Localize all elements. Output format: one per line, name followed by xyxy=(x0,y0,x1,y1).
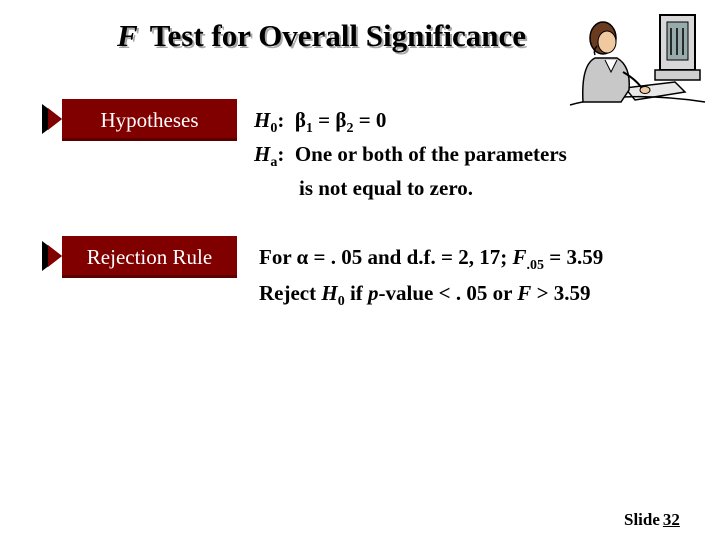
rejection-line-2: Reject $H_0$ if p-value < . 05 or F > 3.59 xyxy=(259,281,591,309)
hypotheses-label xyxy=(62,99,237,141)
person-at-computer-icon xyxy=(565,10,715,110)
ha-text-line1: One or both of the parameters xyxy=(294,142,567,166)
ha-text-line2: is not equal to zero. xyxy=(299,176,474,200)
h0-line: $H_0$: $\beta_1 = \beta_2 = 0$ xyxy=(254,108,387,136)
title-text: Test for Overall Significance xyxy=(149,18,526,53)
bullet-arrow-icon xyxy=(42,241,62,271)
rejection-line-1: For α = . 05 and d.f. = 2, 17; $F_{.05} = 3.59$ xyxy=(259,245,604,273)
ha-line: $H_a$: One or both of the parameters xyxy=(254,142,567,170)
bullet-arrow-icon xyxy=(42,104,62,134)
hypotheses-label-text: Hypotheses xyxy=(100,107,199,132)
rejection-rule-label-text: Rejection Rule xyxy=(86,244,213,269)
rejection-rule-label xyxy=(62,236,237,278)
slide-title xyxy=(117,18,526,54)
title-f: F xyxy=(117,18,138,53)
slide-number: Slide 32 xyxy=(624,510,680,529)
